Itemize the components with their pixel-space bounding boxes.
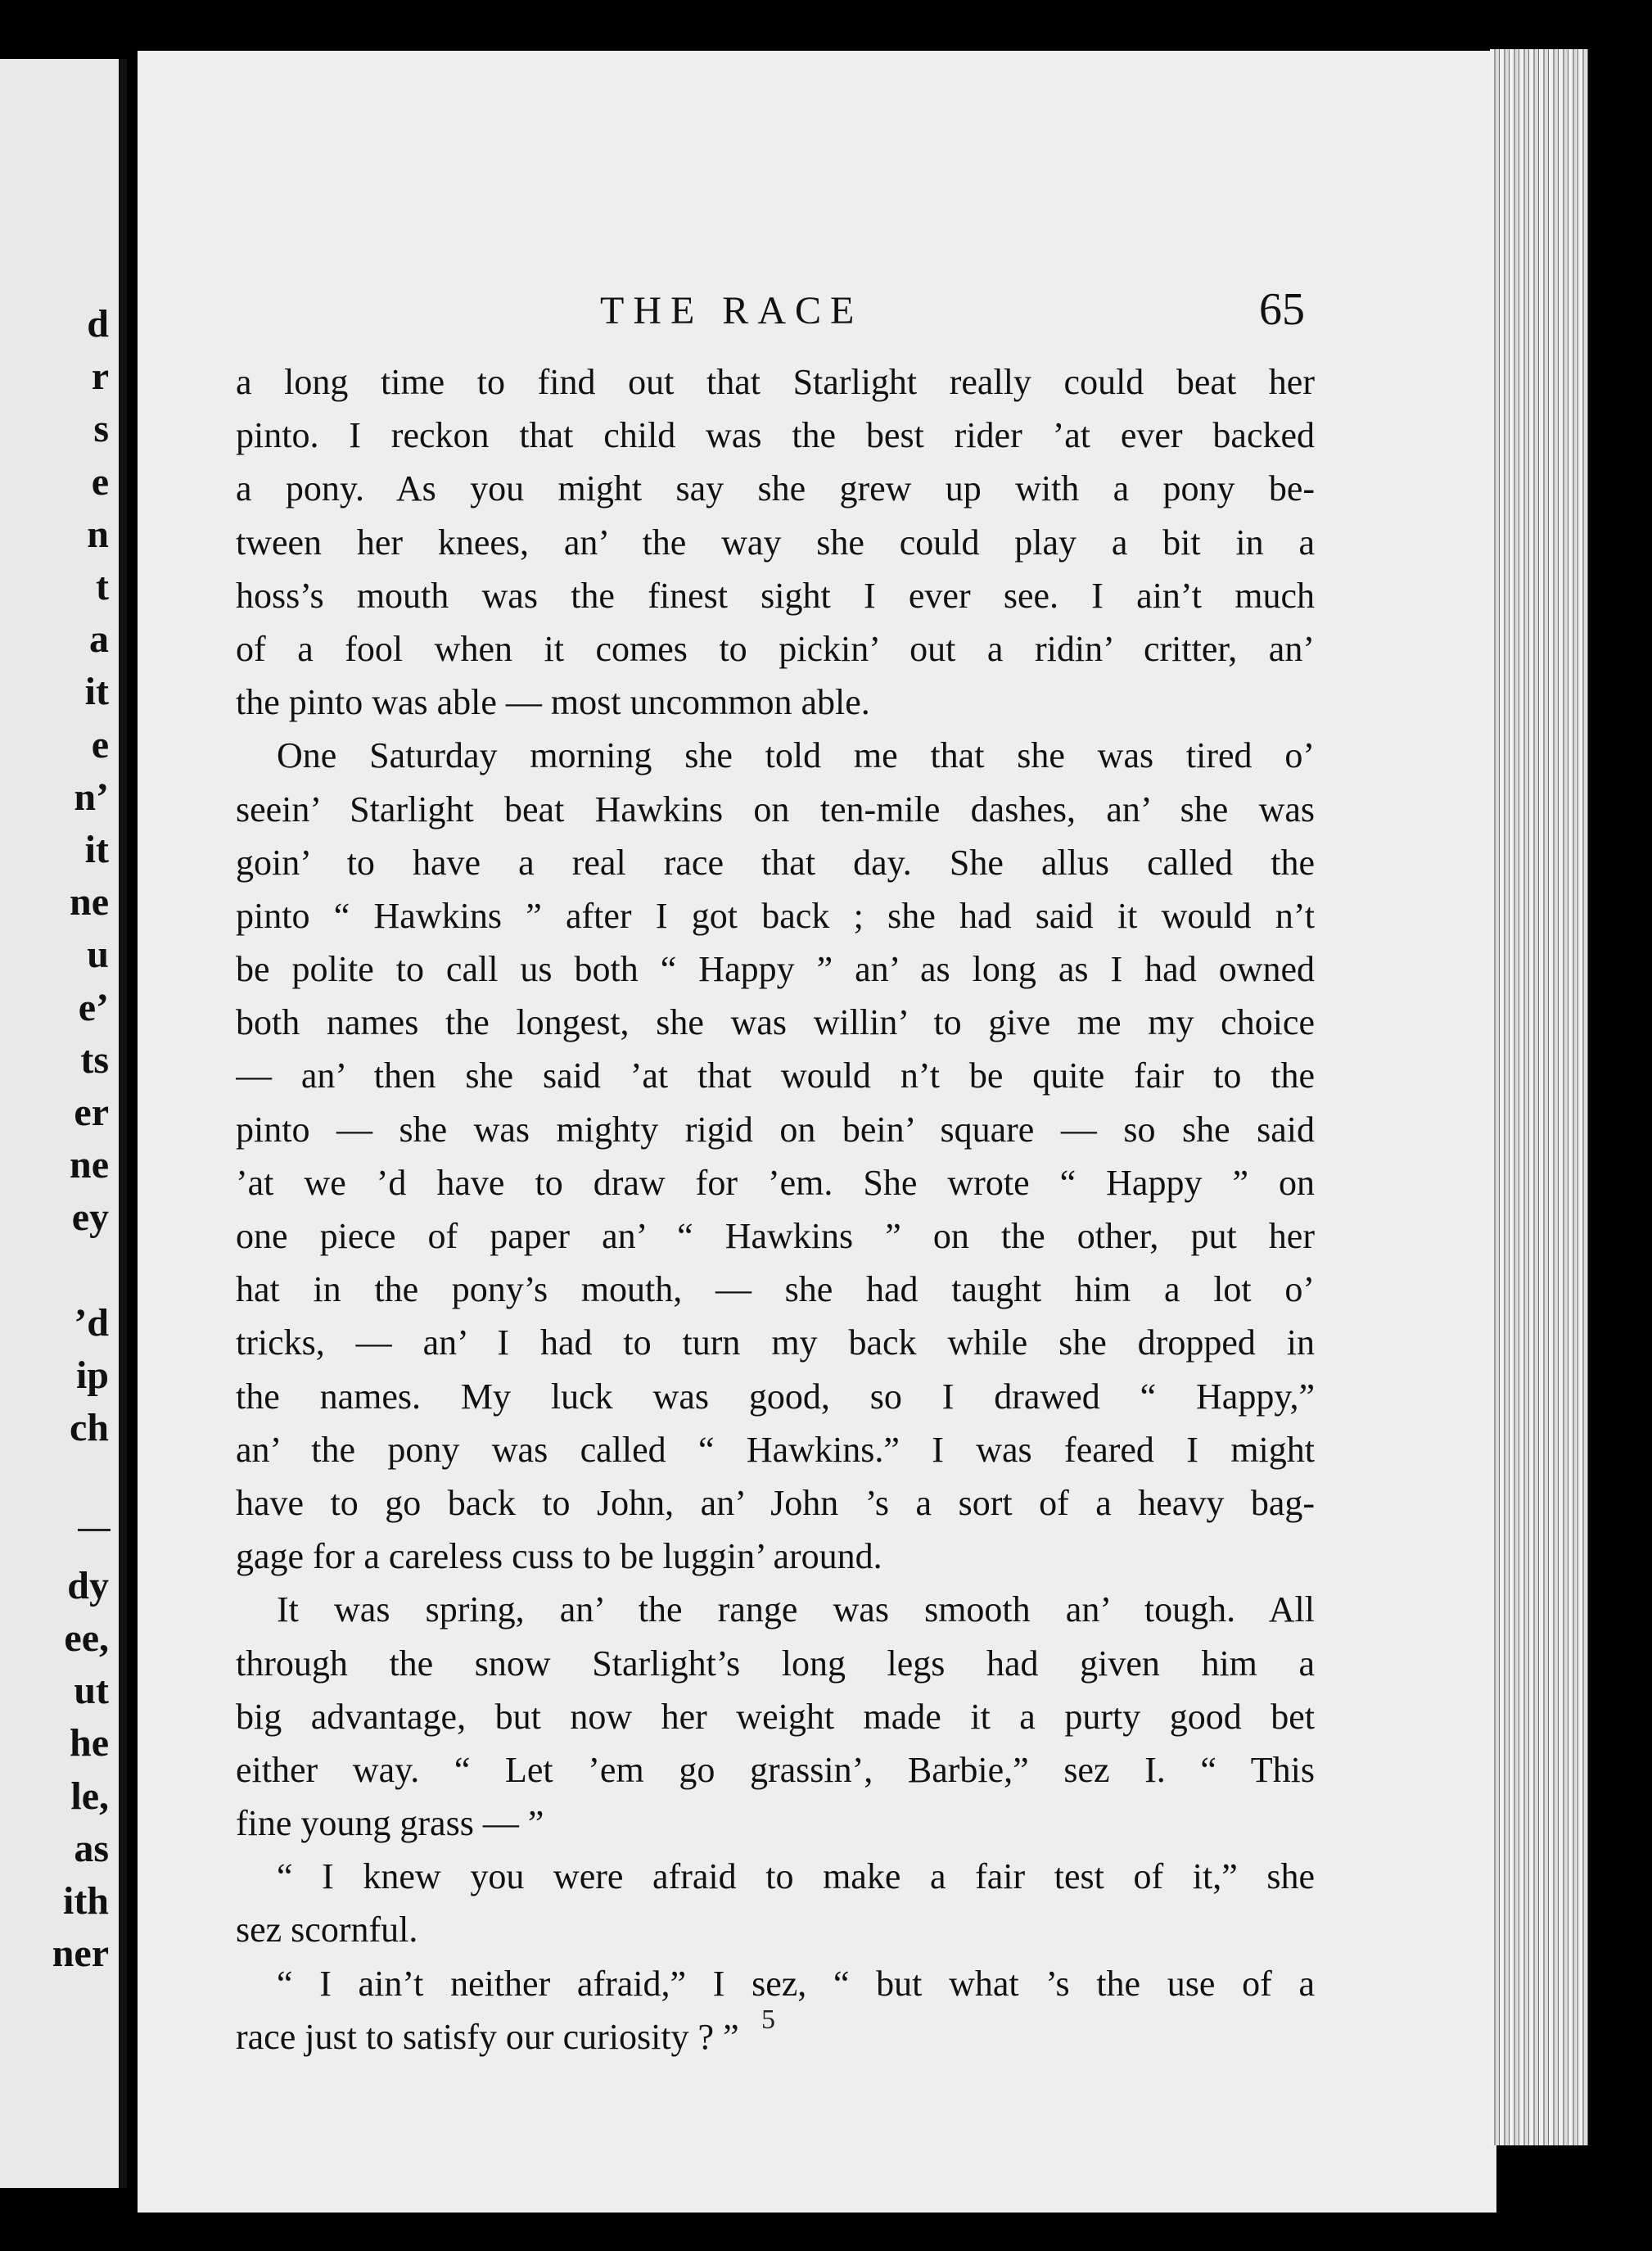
previous-page-fragment: d bbox=[87, 302, 109, 346]
previous-page-fragment: n bbox=[87, 512, 109, 556]
text-line: “ I ain’t neither afraid,” I sez, “ but what ’s the use of a bbox=[277, 1963, 1315, 2004]
previous-page-fragment: ut bbox=[74, 1669, 109, 1713]
text-line: one piece of paper an’ “ Hawkins ” on the other, put her bbox=[236, 1216, 1315, 1256]
running-title: THE RACE bbox=[600, 289, 864, 332]
text-line: hoss’s mouth was the finest sight I ever see. I ain’t much bbox=[236, 575, 1315, 616]
text-line: gage for a careless cuss to be luggin’ around. bbox=[236, 1536, 882, 1577]
text-line: pinto “ Hawkins ” after I got back ; she had said it would n’t bbox=[236, 895, 1315, 936]
text-line: either way. “ Let ’em go grassin’, Barbie,” sez I. “ This bbox=[236, 1749, 1315, 1790]
previous-page-fragment: ne bbox=[70, 1143, 109, 1187]
previous-page-fragment: ner bbox=[52, 1932, 109, 1976]
previous-page-fragment: r bbox=[91, 355, 109, 399]
text-line: ’at we ’d have to draw for ’em. She wrote “ Happy ” on bbox=[236, 1162, 1315, 1203]
text-line: goin’ to have a real race that day. She allus called the bbox=[236, 842, 1315, 883]
previous-page-fragment: ip bbox=[75, 1354, 109, 1397]
text-line: an’ the pony was called “ Hawkins.” I was feared I might bbox=[236, 1429, 1315, 1470]
previous-page-fragment: ne bbox=[70, 880, 109, 924]
body-text bbox=[236, 355, 1315, 2063]
page-number: 65 bbox=[1259, 284, 1305, 335]
previous-page-fragment: dy bbox=[67, 1563, 109, 1607]
text-line: pinto — she was mighty rigid on bein’ square — so she said bbox=[236, 1109, 1315, 1150]
previous-page-fragment: e’ bbox=[78, 985, 109, 1029]
text-line: a pony. As you might say she grew up with a pony be- bbox=[236, 468, 1315, 509]
previous-page-fragment: it bbox=[84, 828, 109, 871]
previous-page-fragment: t bbox=[96, 565, 109, 608]
text-line: the pinto was able — most uncommon able. bbox=[236, 682, 870, 723]
signature-mark: 5 bbox=[761, 2005, 775, 2035]
text-line: tween her knees, an’ the way she could play a bit in a bbox=[236, 522, 1315, 563]
page-stack-edges bbox=[1490, 49, 1588, 2145]
text-line: It was spring, an’ the range was smooth an’ tough. All bbox=[277, 1589, 1315, 1630]
previous-page-fragment: ch bbox=[70, 1406, 109, 1450]
text-line: tricks, — an’ I had to turn my back while she dropped in bbox=[236, 1322, 1315, 1363]
previous-page-rule bbox=[78, 1529, 111, 1531]
previous-page-fragment: e bbox=[91, 722, 109, 766]
text-line: both names the longest, she was willin’ to give me my choice bbox=[236, 1002, 1315, 1043]
book-page bbox=[138, 51, 1496, 2213]
page-header bbox=[138, 284, 1496, 346]
previous-page-fragment: n’ bbox=[74, 775, 109, 819]
previous-page-fragment: ey bbox=[71, 1196, 109, 1240]
text-line: seein’ Starlight beat Hawkins on ten-mile dashes, an’ she was bbox=[236, 789, 1315, 829]
previous-page-fragment: a bbox=[89, 617, 109, 662]
previous-page-fragment: ith bbox=[62, 1879, 109, 1923]
text-line: hat in the pony’s mouth, — she had taught him a lot o’ bbox=[236, 1269, 1315, 1310]
text-line: of a fool when it comes to pickin’ out a ridin’ critter, an’ bbox=[236, 628, 1315, 669]
text-line: big advantage, but now her weight made it a purty good bet bbox=[236, 1696, 1315, 1737]
text-line: a long time to find out that Starlight really could beat her bbox=[236, 362, 1315, 402]
previous-page-fragment: er bbox=[74, 1091, 109, 1134]
text-line: the names. My luck was good, so I drawed “ Happy,” bbox=[236, 1376, 1315, 1417]
previous-page-fragment: as bbox=[74, 1826, 109, 1870]
previous-page-fragment: u bbox=[87, 933, 109, 977]
text-line: have to go back to John, an’ John ’s a sort of a heavy bag- bbox=[236, 1482, 1315, 1523]
text-line: — an’ then she said ’at that would n’t be quite fair to the bbox=[236, 1055, 1315, 1096]
previous-page-fragment: e bbox=[91, 459, 109, 504]
previous-page-fragment: le, bbox=[70, 1774, 109, 1818]
text-line: sez scornful. bbox=[236, 1910, 418, 1950]
previous-page-fragment: it bbox=[84, 670, 109, 714]
previous-page-edge bbox=[0, 59, 127, 2188]
text-line: race just to satisfy our curiosity ? ” bbox=[236, 2016, 739, 2057]
text-line: through the snow Starlight’s long legs had given him a bbox=[236, 1643, 1315, 1684]
text-line: be polite to call us both “ Happy ” an’ as long as I had owned bbox=[236, 949, 1315, 990]
previous-page-fragment: s bbox=[93, 407, 109, 451]
previous-page-fragment: he bbox=[70, 1721, 109, 1765]
previous-page-fragment: ts bbox=[80, 1037, 109, 1082]
previous-page-fragment: ’d bbox=[74, 1300, 109, 1345]
text-line: One Saturday morning she told me that she was tired o’ bbox=[277, 735, 1315, 776]
previous-page-fragment: ee, bbox=[64, 1616, 109, 1660]
text-line: fine young grass — ” bbox=[236, 1803, 544, 1844]
text-line: pinto. I reckon that child was the best rider ’at ever backed bbox=[236, 415, 1315, 456]
text-line: “ I knew you were afraid to make a fair test of it,” she bbox=[277, 1856, 1315, 1897]
